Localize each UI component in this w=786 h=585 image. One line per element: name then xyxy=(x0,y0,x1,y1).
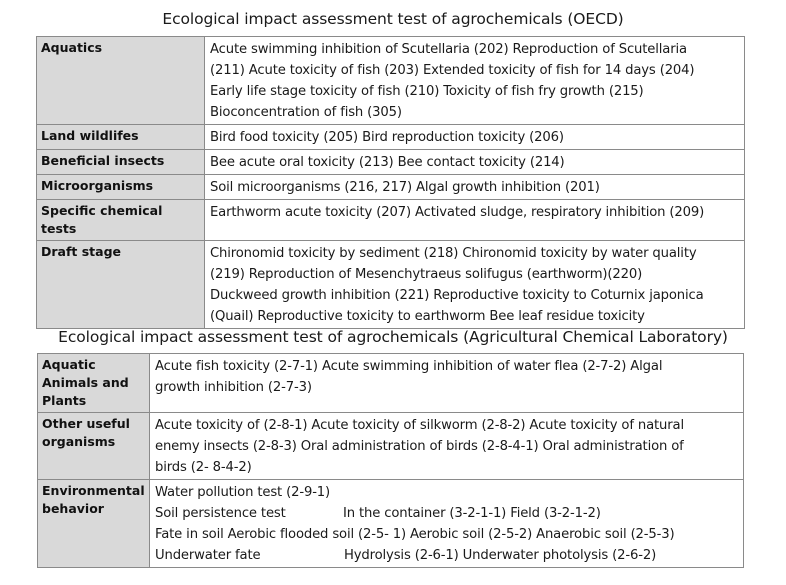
acl-assessment-table xyxy=(37,353,744,568)
row-label-aquatics: Aquatics xyxy=(37,37,205,125)
text-line: Bee acute oral toxicity (213) Bee contact toxicity (214) xyxy=(210,155,565,170)
table-row xyxy=(38,480,744,568)
table-row xyxy=(37,241,745,329)
text-line xyxy=(155,545,739,566)
underwater-fate-detail: Hydrolysis (2-6-1) Underwater photolysis (2-6-2) xyxy=(344,548,657,563)
text-line xyxy=(155,503,739,524)
text-line: Acute fish toxicity (2-7-1) Acute swimming inhibition of water flea (2-7-2) Algal xyxy=(155,359,663,374)
row-label-aquatic-animals-plants: Aquatic Animals and Plants xyxy=(38,354,150,413)
text-line: Bioconcentration of fish (305) xyxy=(210,105,402,120)
row-value-aquatics xyxy=(205,37,745,125)
table-row xyxy=(37,37,745,125)
row-value-specific-chemical-tests xyxy=(205,200,745,241)
table-row xyxy=(38,413,744,480)
text-line: Chironomid toxicity by sediment (218) Chironomid toxicity by water quality xyxy=(210,246,697,261)
soil-persistence-label: Soil persistence test xyxy=(155,506,286,521)
oecd-assessment-table xyxy=(36,36,745,329)
row-value-land-wildlifes xyxy=(205,125,745,150)
row-label-microorganisms: Microorganisms xyxy=(37,175,205,200)
table-row xyxy=(37,125,745,150)
text-line: birds (2- 8-4-2) xyxy=(155,460,252,475)
soil-persistence-detail: In the container (3-2-1-1) Field (3-2-1-2) xyxy=(343,506,601,521)
text-line: Bird food toxicity (205) Bird reproduction toxicity (206) xyxy=(210,130,564,145)
table-row xyxy=(37,200,745,241)
text-line: Earthworm acute toxicity (207) Activated sludge, respiratory inhibition (209) xyxy=(210,205,705,220)
table-row xyxy=(37,175,745,200)
oecd-table-title: Ecological impact assessment test of agrochemicals (OECD) xyxy=(162,10,624,28)
table-row xyxy=(37,150,745,175)
row-label-draft-stage: Draft stage xyxy=(37,241,205,329)
text-line: Water pollution test (2-9-1) xyxy=(155,485,331,500)
row-label-environmental-behavior: Environmental behavior xyxy=(38,480,150,568)
text-line: Early life stage toxicity of fish (210) Toxicity of fish fry growth (215) xyxy=(210,84,644,99)
text-line: (Quail) Reproductive toxicity to earthworm Bee leaf residue toxicity xyxy=(210,309,645,324)
row-label-specific-chemical-tests: Specific chemical tests xyxy=(37,200,205,241)
row-label-other-useful-organisms: Other useful organisms xyxy=(38,413,150,480)
row-value-other-useful-organisms xyxy=(150,413,744,480)
row-value-draft-stage xyxy=(205,241,745,329)
row-label-beneficial-insects: Beneficial insects xyxy=(37,150,205,175)
row-label-land-wildlifes: Land wildlifes xyxy=(37,125,205,150)
text-line: Fate in soil Aerobic flooded soil (2-5- 1) Aerobic soil (2-5-2) Anaerobic soil (2-5-3) xyxy=(155,527,675,542)
text-line: growth inhibition (2-7-3) xyxy=(155,380,312,395)
table-row xyxy=(38,354,744,413)
row-value-environmental-behavior xyxy=(150,480,744,568)
text-line: enemy insects (2-8-3) Oral administration of birds (2-8-4-1) Oral administration of xyxy=(155,439,684,454)
text-line: (219) Reproduction of Mesenchytraeus solifugus (earthworm)(220) xyxy=(210,267,643,282)
row-value-aquatic-animals-plants xyxy=(150,354,744,413)
row-value-beneficial-insects xyxy=(205,150,745,175)
acl-table-title: Ecological impact assessment test of agrochemicals (Agricultural Chemical Laboratory) xyxy=(58,328,728,346)
underwater-fate-label: Underwater fate xyxy=(155,548,261,563)
row-value-microorganisms xyxy=(205,175,745,200)
text-line: Acute swimming inhibition of Scutellaria (202) Reproduction of Scutellaria xyxy=(210,42,687,57)
text-line: Acute toxicity of (2-8-1) Acute toxicity of silkworm (2-8-2) Acute toxicity of natural xyxy=(155,418,684,433)
text-line: (211) Acute toxicity of fish (203) Extended toxicity of fish for 14 days (204) xyxy=(210,63,695,78)
text-line: Duckweed growth inhibition (221) Reproductive toxicity to Coturnix japonica xyxy=(210,288,704,303)
text-line: Soil microorganisms (216, 217) Algal growth inhibition (201) xyxy=(210,180,600,195)
